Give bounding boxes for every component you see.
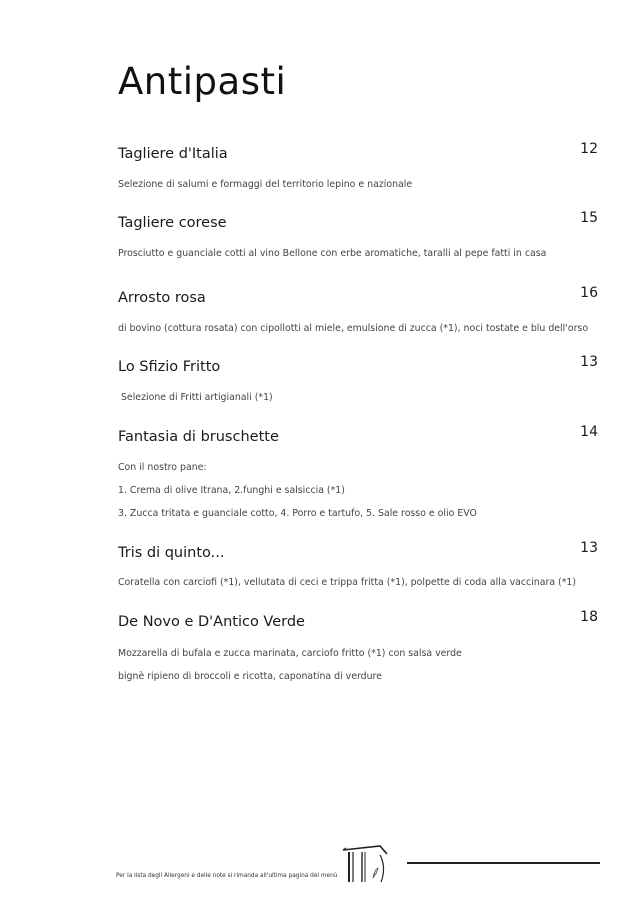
dish-description: di bovino (cottura rosata) con cipollotti al miele, emulsione di zucca (*1), noci tostate e blu dell'orso [118, 323, 589, 334]
allergen-footnote: Per la lista degli Allergeni e delle note si rimanda all'ultima pagina del menù [116, 873, 338, 879]
page-title: Antipasti [118, 60, 287, 103]
dish-description: Selezione di salumi e formaggi del territorio lepino e nazionale [118, 179, 413, 190]
temple-arch-logo-icon [340, 842, 390, 886]
dish-name: De Novo e D'Antico Verde [118, 614, 305, 630]
dish-price: 16 [580, 285, 598, 301]
dish-price: 13 [580, 354, 598, 370]
dish-name: Tagliere d'Italia [118, 146, 228, 162]
dish-description: Coratella con carciofi (*1), vellutata di ceci e trippa fritta (*1), polpette di coda alla vaccinara (*1) [118, 577, 577, 588]
dish-price: 15 [580, 210, 598, 226]
dish-name: Arrosto rosa [118, 290, 206, 306]
dish-name: Fantasia di bruschette [118, 429, 279, 445]
dish-price: 18 [580, 609, 598, 625]
dish-description: Mozzarella di bufala e zucca marinata, carciofo fritto (*1) con salsa verde [118, 648, 462, 659]
dish-description: Prosciutto e guanciale cotti al vino Bellone con erbe aromatiche, taralli al pepe fatti in casa [118, 248, 547, 259]
dish-description: 3. Zucca tritata e guanciale cotto, 4. Porro e tartufo, 5. Sale rosso e olio EVO [118, 508, 477, 519]
dish-name: Lo Sfizio Fritto [118, 359, 221, 375]
dish-description: Con il nostro pane: [118, 462, 207, 473]
footer-divider [407, 862, 600, 864]
dish-description: bignè ripieno di broccoli e ricotta, caponatina di verdure [118, 671, 382, 682]
dish-description: Selezione di Fritti artigianali (*1) [118, 392, 273, 403]
dish-name: Tris di quinto... [118, 545, 225, 561]
dish-description: 1. Crema di olive Itrana, 2.funghi e salsiccia (*1) [118, 485, 345, 496]
dish-price: 12 [580, 141, 598, 157]
dish-price: 14 [580, 424, 598, 440]
dish-price: 13 [580, 540, 598, 556]
dish-name: Tagliere corese [118, 215, 227, 231]
